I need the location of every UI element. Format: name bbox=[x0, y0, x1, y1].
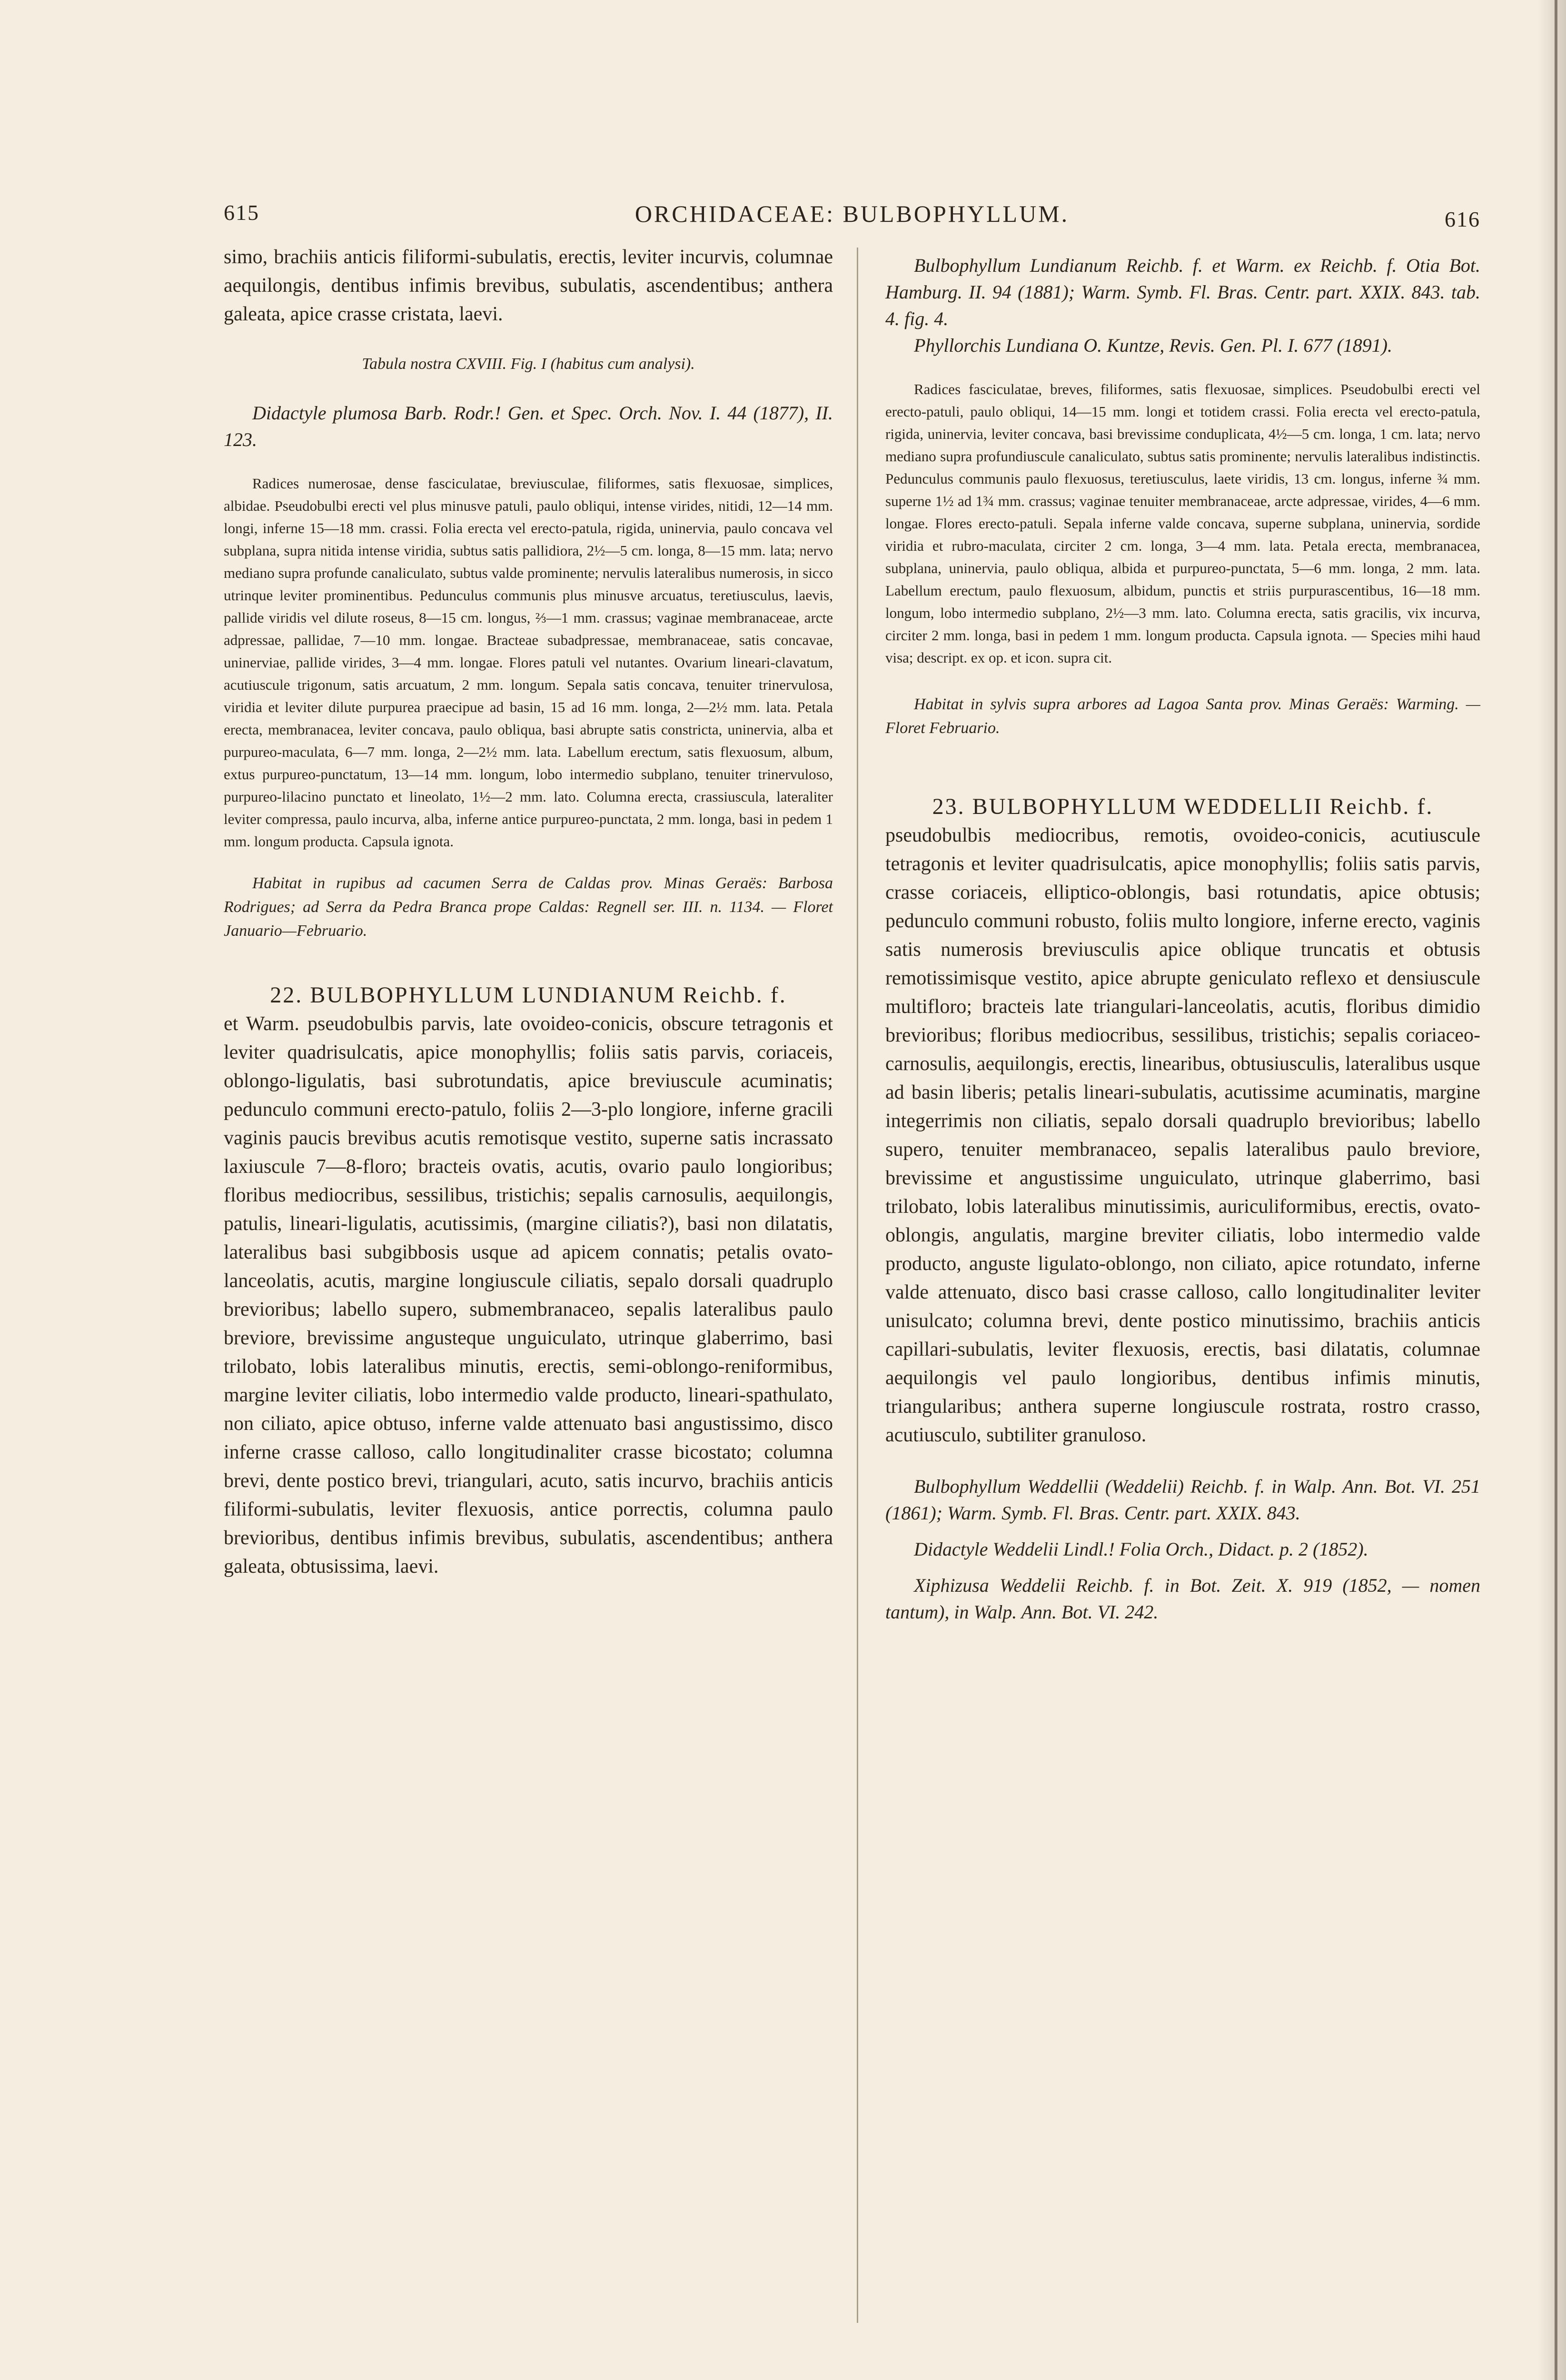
column-divider bbox=[857, 248, 858, 2323]
habitat-note: Habitat in sylvis supra arbores ad Lagoa Santa prov. Minas Geraës: Warming. — Floret Februario. bbox=[885, 695, 1480, 737]
page-edge-shadow bbox=[1537, 0, 1566, 2380]
left-column bbox=[224, 243, 833, 2337]
species-description: Radices numerosae, dense fasciculatae, breviusculae, filiformes, satis flexuosae, simplices, albidae. Pseudobulbi erecti vel plus minusve patuli, paulo obliqui, intense virides, nitidi, 12—14 mm. longi, inferne 15—18 mm. crassi. Folia erecta vel erecto-patula, rigida, uninervia, paulo concava vel subplana, supra nitida intense viridia, subtus satis pallidiora, 2½—5 cm. longa, 8—15 mm. lata; nervo mediano supra profunde canaliculato, subtus valde prominente; nervulis lateralibus numerosis, in sicco utrinque leviter prominentibus. Pedunculus communis plus minusve arcuatus, teretiusculus, laevis, pallide viridis vel dilute roseus, 8—15 cm. longus, ⅔—1 mm. crassus; vaginae membranaceae, arcte adpressae, pallidae, 7—10 mm. longae. Bracteae subadpressae, membranaceae, satis concavae, uninerviae, pallide virides, 3—4 mm. longae. Flores patuli vel nutantes. Ovarium lineari-clavatum, acutiuscule trigonum, satis arcuatum, 2 mm. longum. Sepala satis concava, tenuiter trinervulosa, viridia et leviter dilute purpurea praecipue ad basin, 15 ad 16 mm. longa, 2—2½ mm. lata. Petala erecta, membranacea, leviter concava, paulo obliqua, basi abrupte satis constricta, uninervia, alba et purpureo-maculata, 6—7 mm. longa, 2—2½ mm. lata. Labellum erectum, satis flexuosum, album, extus purpureo-punctatum, 13—14 mm. longum, lobo intermedio subplano, tenuiter trinervuloso, purpureo-lilacino punctato et lineolato, 1½—2 mm. lato. Columna erecta, crassiuscula, lateraliter leviter compressa, paulo incurva, alba, inferne antice purpureo-punctata, 2 mm. longa, basi in pedem 1 mm. longum producta. Capsula ignota. bbox=[224, 475, 833, 850]
synonym-citation-2: Phyllorchis Lundiana O. Kuntze, Revis. Gen. Pl. I. 677 (1891). bbox=[914, 335, 1393, 356]
diagnosis-paragraph: et Warm. pseudobulbis parvis, late ovoideo-conicis, obscure tetragonis et leviter quadrisulcatis, apice monophyllis; foliis satis parvis, coriaceis, oblongo-ligulatis, basi subrotundatis, apice breviuscule acuminatis; pedunculo communi erecto-patulo, foliis 2—3-plo longiore, inferne gracili vaginis paucis brevibus acutis remotisque vestito, superne satis incrassato laxiuscule 7—8-floro; bracteis ovatis, acutis, ovario paulo longioribus; floribus mediocribus, sessilibus, tristichis; sepalis carnosulis, aequilongis, patulis, lineari-ligulatis, acutissimis, (margine ciliatis?), basi non dilatatis, lateralibus basi subgibbosis usque ad apicem connatis; petalis ovato-lanceolatis, acutis, margine longiuscule ciliatis, sepalo dorsali quadruplo brevioribus; labello supero, submembranaceo, sepalis lateralibus paulo breviore, brevissime angusteque unguiculato, utrinque glaberrimo, basi trilobato, lobis lateralibus minutis, erectis, semi-oblongo-reniformibus, margine leviter ciliatis, lobo intermedio valde producto, lineari-spathulato, non ciliato, apice obtuso, inferne valde attenuato basi angustissimo, disco inferne crasse calloso, callo longitudinaliter crasse bicostato; columna brevi, dente postico brevi, triangulari, acuto, satis incurvo, brachiis anticis filiformi-subulatis, leviter flexuosis, antice porrectis, columna paulo brevioribus, dentibus infimis brevibus, subulatis, ascendentibus; anthera galeata, obtusissima, laevi. bbox=[224, 1013, 833, 1577]
right-column bbox=[885, 252, 1480, 2337]
running-title: ORCHIDACEAE: BULBOPHYLLUM. bbox=[634, 200, 1070, 227]
synonym-citation: Didactyle plumosa Barb. Rodr.! Gen. et Spec. Orch. Nov. I. 44 (1877), II. 123. bbox=[224, 402, 833, 450]
reference-1: Bulbophyllum Weddellii (Weddelii) Reichb. f. in Walp. Ann. Bot. VI. 251 (1861); Warm. Symb. Fl. Bras. Centr. part. XXIX. 843. bbox=[885, 1476, 1480, 1524]
habitat-note: Habitat in rupibus ad cacumen Serra de Caldas prov. Minas Geraës: Barbosa Rodrigues; ad Serra da Pedra Branca prope Caldas: Regnell ser. III. n. 1134. — Floret Januario—Februario. bbox=[224, 874, 833, 940]
running-head bbox=[224, 200, 1480, 238]
left-page-number: 615 bbox=[224, 200, 259, 225]
right-page-number: 616 bbox=[1445, 207, 1480, 231]
reference-3: Xiphizusa Weddelii Reichb. f. in Bot. Zeit. X. 919 (1852, — nomen tantum), in Walp. Ann. Bot. VI. 242. bbox=[885, 1575, 1480, 1623]
species-heading: 22. BULBOPHYLLUM LUNDIANUM Reichb. f. bbox=[270, 982, 787, 1008]
plate-reference: Tabula nostra CXVIII. Fig. I (habitus cum analysi). bbox=[362, 355, 695, 373]
synonym-citation: Bulbophyllum Lundianum Reichb. f. et Warm. ex Reichb. f. Otia Bot. Hamburg. II. 94 (1881); Warm. Symb. Fl. Bras. Centr. part. XXIX. 843. tab. 4. fig. 4. bbox=[885, 255, 1480, 329]
binding-edge bbox=[1555, 0, 1557, 2380]
continuation-paragraph: simo, brachiis anticis filiformi-subulatis, erectis, leviter incurvis, columnae aequilongis, dentibus infimis brevibus, subulatis, ascendentibus; anthera galeata, apice crasse cristata, laevi. bbox=[224, 246, 833, 325]
species-heading: 23. BULBOPHYLLUM WEDDELLII Reichb. f. bbox=[932, 794, 1434, 819]
diagnosis-paragraph: pseudobulbis mediocribus, remotis, ovoideo-conicis, acutiuscule tetragonis et leviter quadrisulcatis, apice monophyllis; foliis satis parvis, crasse coriaceis, elliptico-oblongis, basi rotundatis, apice obtusis; pedunculo communi robusto, foliis multo longiore, inferne erecto, vaginis satis numerosis breviusculis apice oblique truncatis et obtusis remotissimisque vestito, apice abrupte geniculato reflexo et densiuscule multifloro; bracteis late triangulari-lanceolatis, acutis, floribus dimidio brevioribus; floribus mediocribus, sessilibus, tristichis; sepalis coriaceo-carnosulis, aequilongis, erectis, linearibus, obtusiusculis, lateralibus usque ad basin liberis; petalis lineari-subulatis, acutissime acuminatis, margine integerrimis non ciliatis, sepalo dorsali quadruplo brevioribus; labello supero, tenuiter membranaceo, sepalis lateralibus paulo breviore, brevissime et angustissime unguiculato, utrinque glaberrimo, basi trilobato, lobis lateralibus minutissimis, auriculiformibus, erectis, ovato-oblongis, angulatis, margine breviter ciliatis, lobo intermedio valde producto, anguste ligulato-oblongo, non ciliato, apice rotundato, inferne valde attenuato, disco basi crasse calloso, callo longitudinaliter leviter unisulcato; columna brevi, dente postico minutissimo, brachiis anticis capillari-subulatis, leviter flexuosis, erectis, basi dilatatis, columnae aequilongis vel paulo longioribus, dentibus infimis minutis, triangularibus; anthera superne longiuscule rostrata, rostro crasso, acutiusculo, subtiliter granuloso. bbox=[885, 824, 1480, 1446]
reference-2: Didactyle Weddelii Lindl.! Folia Orch., Didact. p. 2 (1852). bbox=[914, 1538, 1368, 1560]
species-description: Radices fasciculatae, breves, filiformes, satis flexuosae, simplices. Pseudobulbi erecti vel erecto-patuli, paulo obliqui, 14—15 mm. longi et totidem crassi. Folia erecta vel erecto-patula, rigida, uninervia, leviter concava, basi brevissime conduplicata, 4½—5 cm. longa, 1 cm. lata; nervo mediano supra profundiuscule canaliculato, subtus satis prominente; nervulis lateralibus indistinctis. Pedunculus communis paulo flexuosus, teretiusculus, laete viridis, 13 cm. longus, inferne ¾ mm. superne 1½ ad 1¾ mm. crassus; vaginae tenuiter membranaceae, arcte adpressae, virides, 4—6 mm. longae. Flores erecto-patuli. Sepala inferne valde concava, superne subplana, uninervia, sordide viridia et rubro-maculata, circiter 2 cm. longa, 3—4 mm. lata. Petala erecta, membranacea, subplana, uninervia, paulo obliqua, albida et purpureo-punctata, 5—6 mm. longa, 2 mm. lata. Labellum erectum, paulo flexuosum, albidum, punctis et striis purpurascentibus, 16—18 mm. longum, lobo intermedio subplano, 2½—3 mm. lato. Columna erecta, satis gracilis, vix incurva, circiter 2 mm. longa, basi in pedem 1 mm. longum producta. Capsula ignota. — Species mihi haud visa; descript. ex op. et icon. supra cit. bbox=[885, 381, 1480, 666]
